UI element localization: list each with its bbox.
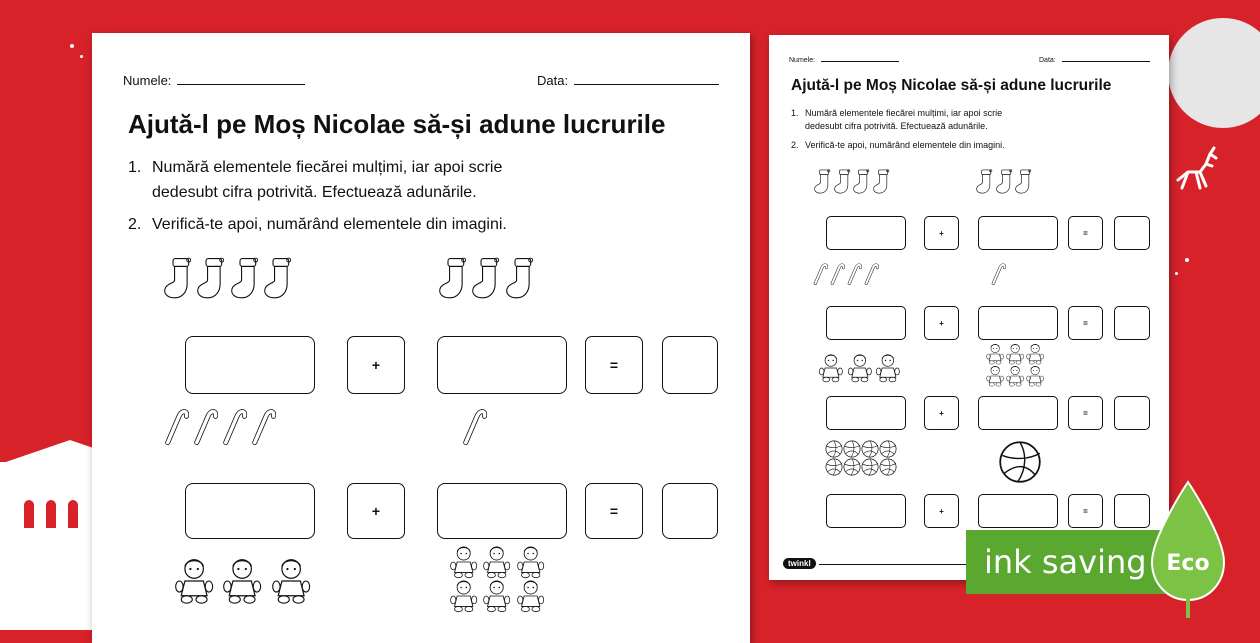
- equals-sign: =: [585, 483, 643, 539]
- equals-sign: =: [1068, 494, 1103, 528]
- date-underline: [1062, 61, 1150, 62]
- doll-group-right: [432, 545, 562, 613]
- stocking-group-right: [975, 169, 1033, 195]
- instruction-number: 1.: [791, 108, 799, 118]
- name-label: Numele:: [123, 73, 172, 88]
- snowflake-dot: [70, 44, 74, 48]
- stocking-icon: [262, 257, 293, 301]
- volleyball-icon: [861, 458, 879, 476]
- stocking-icon: [833, 169, 852, 195]
- volleyball-icon: [825, 440, 843, 458]
- plus-sign: +: [924, 494, 959, 528]
- volleyball-icon: [998, 440, 1042, 484]
- house-window: [68, 500, 78, 528]
- sum-box[interactable]: [1114, 396, 1150, 430]
- doll-icon: [269, 557, 313, 605]
- doll-icon: [515, 579, 546, 613]
- candy-cane-icon: [830, 261, 845, 285]
- house-window: [46, 500, 56, 528]
- stocking-icon: [975, 169, 994, 195]
- doll-icon: [448, 579, 479, 613]
- answer-box[interactable]: [826, 216, 906, 250]
- candy-cane-group-right: [462, 405, 487, 445]
- answer-box[interactable]: [437, 336, 567, 394]
- candy-cane-group-left: [813, 261, 879, 285]
- answer-box[interactable]: [978, 216, 1058, 250]
- equals-sign: =: [1068, 396, 1103, 430]
- instruction-line: Numără elementele fiecărei mulțimi, iar apoi scrie: [805, 108, 1003, 118]
- stocking-icon: [813, 169, 832, 195]
- doll-icon: [220, 557, 264, 605]
- doll-icon: [1025, 365, 1045, 387]
- sum-box[interactable]: [662, 336, 718, 394]
- doll-icon: [1005, 343, 1025, 365]
- volleyball-group-left: [821, 440, 901, 476]
- stocking-group-left: [813, 169, 890, 195]
- instruction-number: 2.: [791, 140, 799, 150]
- volleyball-icon: [879, 458, 897, 476]
- stocking-icon: [872, 169, 891, 195]
- doll-icon: [985, 365, 1005, 387]
- plus-sign: +: [347, 336, 405, 394]
- doll-group-left: [817, 353, 902, 383]
- instruction-line: Verifică-te apoi, numărând elementele din imagini.: [805, 140, 1005, 150]
- candy-cane-icon: [462, 405, 487, 445]
- worksheet-small: [769, 35, 1169, 580]
- name-underline: [821, 61, 899, 62]
- candy-cane-icon: [864, 261, 879, 285]
- name-underline: [177, 84, 305, 85]
- volleyball-icon: [825, 458, 843, 476]
- volleyball-group-right: [998, 440, 1042, 484]
- plus-sign: +: [924, 306, 959, 340]
- snowflake-dot: [1185, 258, 1189, 262]
- snowflake-dot: [80, 55, 83, 58]
- stocking-group-left: [162, 257, 294, 301]
- doll-icon: [1025, 343, 1045, 365]
- answer-box[interactable]: [185, 483, 315, 539]
- doll-group-right: [975, 343, 1055, 387]
- date-field: [537, 73, 719, 88]
- doll-icon: [846, 353, 874, 383]
- doll-icon: [515, 545, 546, 579]
- doll-icon: [481, 545, 512, 579]
- candy-cane-icon: [991, 261, 1006, 285]
- instruction-1: [128, 155, 728, 205]
- answer-box[interactable]: [826, 306, 906, 340]
- moon-icon: [1168, 18, 1260, 128]
- stocking-icon: [162, 257, 193, 301]
- doll-icon: [172, 557, 216, 605]
- date-underline: [574, 84, 719, 85]
- stocking-icon: [470, 257, 501, 301]
- doll-icon: [448, 545, 479, 579]
- date-field: [1039, 57, 1150, 64]
- doll-group-left: [172, 557, 313, 605]
- instruction-number: 2.: [128, 216, 142, 233]
- ink-saving-label: ink saving: [984, 543, 1147, 581]
- answer-box[interactable]: [978, 396, 1058, 430]
- instruction-1: [791, 107, 1151, 133]
- volleyball-icon: [843, 458, 861, 476]
- stocking-icon: [437, 257, 468, 301]
- reindeer-icon: [1170, 140, 1220, 200]
- instruction-line: Verifică-te apoi, numărând elementele din imagini.: [152, 216, 507, 233]
- answer-box[interactable]: [978, 306, 1058, 340]
- candy-cane-icon: [193, 405, 218, 445]
- snowflake-dot: [1175, 272, 1178, 275]
- candy-cane-icon: [222, 405, 247, 445]
- answer-box[interactable]: [826, 494, 906, 528]
- answer-box[interactable]: [185, 336, 315, 394]
- doll-icon: [874, 353, 902, 383]
- doll-icon: [1005, 365, 1025, 387]
- candy-cane-icon: [251, 405, 276, 445]
- equals-sign: =: [1068, 306, 1103, 340]
- instruction-line: dedesubt cifra potrivită. Efectuează adunările.: [152, 184, 477, 201]
- instruction-line: dedesubt cifra potrivită. Efectuează adunările.: [805, 121, 988, 131]
- stocking-icon: [852, 169, 871, 195]
- candy-cane-group-right: [991, 261, 1006, 285]
- plus-sign: +: [924, 216, 959, 250]
- candy-cane-icon: [813, 261, 828, 285]
- candy-cane-icon: [847, 261, 862, 285]
- answer-box[interactable]: [826, 396, 906, 430]
- stocking-icon: [195, 257, 226, 301]
- date-label: Data:: [537, 73, 569, 88]
- date-label: Data:: [1039, 57, 1056, 64]
- name-field: [789, 57, 899, 64]
- doll-icon: [817, 353, 845, 383]
- worksheet-large: [92, 33, 750, 643]
- instruction-number: 1.: [128, 159, 142, 176]
- sum-box[interactable]: [1114, 216, 1150, 250]
- sum-box[interactable]: [1114, 494, 1150, 528]
- twinkl-logo: twinkl: [783, 558, 816, 569]
- eco-label: Eco: [1166, 551, 1210, 576]
- stocking-icon: [1014, 169, 1033, 195]
- volleyball-icon: [879, 440, 897, 458]
- candy-cane-icon: [164, 405, 189, 445]
- house-silhouette: [0, 462, 96, 630]
- equals-sign: =: [585, 336, 643, 394]
- candy-cane-group-left: [164, 405, 276, 445]
- plus-sign: +: [924, 396, 959, 430]
- stocking-icon: [995, 169, 1014, 195]
- eco-drop-icon: [1148, 480, 1228, 620]
- name-label: Numele:: [789, 57, 816, 64]
- plus-sign: +: [347, 483, 405, 539]
- instruction-line: Numără elementele fiecărei mulțimi, iar apoi scrie: [152, 159, 503, 176]
- instruction-2: [128, 212, 728, 237]
- worksheet-title: Ajută-l pe Moș Nicolae să-și adune lucrurile: [791, 77, 1112, 94]
- sum-box[interactable]: [662, 483, 718, 539]
- volleyball-icon: [843, 440, 861, 458]
- worksheet-title: Ajută-l pe Moș Nicolae să-și adune lucrurile: [128, 109, 666, 139]
- stocking-group-right: [437, 257, 535, 301]
- equals-sign: =: [1068, 216, 1103, 250]
- stocking-icon: [504, 257, 535, 301]
- instruction-2: [791, 139, 1151, 152]
- doll-icon: [481, 579, 512, 613]
- doll-icon: [985, 343, 1005, 365]
- name-field: [123, 73, 305, 88]
- house-window: [24, 500, 34, 528]
- volleyball-icon: [861, 440, 879, 458]
- answer-box[interactable]: [978, 494, 1058, 528]
- stocking-icon: [229, 257, 260, 301]
- answer-box[interactable]: [437, 483, 567, 539]
- sum-box[interactable]: [1114, 306, 1150, 340]
